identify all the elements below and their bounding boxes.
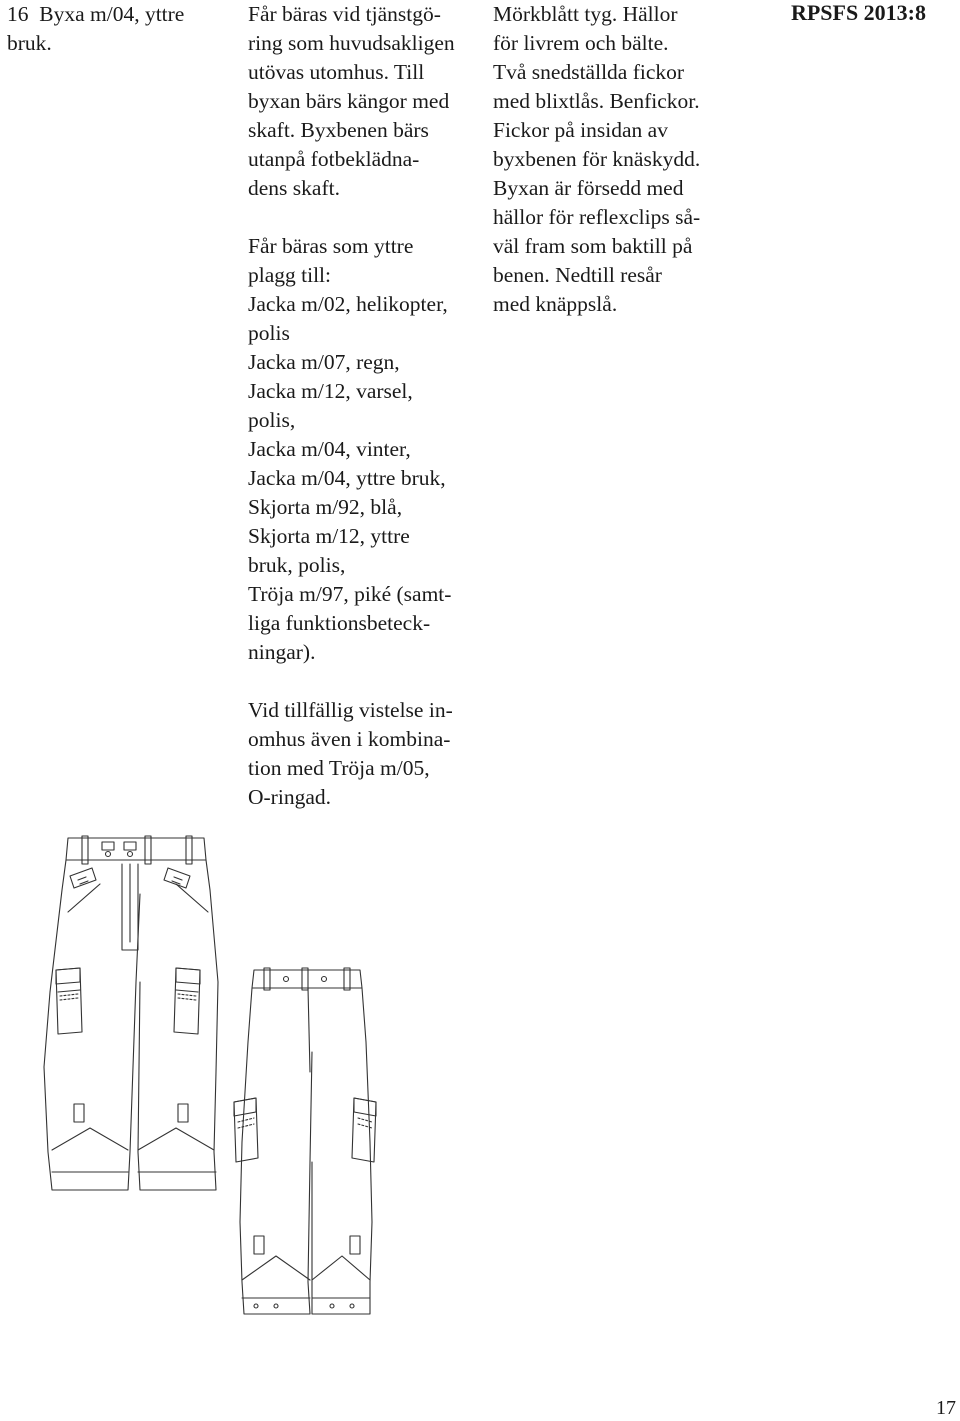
description-line: hällor för reflexclips så- — [493, 205, 701, 229]
usage-line: dens skaft. — [248, 176, 340, 200]
usage-line: tion med Tröja m/05, — [248, 756, 430, 780]
description-line: för livrem och bälte. — [493, 31, 669, 55]
usage-line: Jacka m/07, regn, — [248, 350, 400, 374]
description-line: väl fram som baktill på — [493, 234, 693, 258]
description-line: Två snedställda fickor — [493, 60, 685, 84]
usage-line: Tröja m/97, piké (samt- — [248, 582, 452, 606]
description-line: Mörkblått tyg. Hällor — [493, 2, 678, 26]
usage-line: Jacka m/02, helikopter, — [248, 292, 448, 316]
item-number: 16 — [7, 2, 29, 26]
usage-line: Får bäras vid tjänstgö- — [248, 2, 441, 26]
usage-line: Skjorta m/12, yttre — [248, 524, 410, 548]
usage-line: omhus även i kombina- — [248, 727, 451, 751]
usage-line: plagg till: — [248, 263, 332, 287]
usage-line: skaft. Byxbenen bärs — [248, 118, 429, 142]
usage-line: utövas utomhus. Till — [248, 60, 425, 84]
usage-line: O-ringad. — [248, 785, 331, 809]
usage-column — [248, 0, 488, 812]
usage-line: ring som huvudsakligen — [248, 31, 455, 55]
usage-line: Jacka m/12, varsel, — [248, 379, 413, 403]
item-name: Byxa m/04, yttre — [39, 2, 185, 26]
usage-line: Skjorta m/92, blå, — [248, 495, 403, 519]
usage-line: Jacka m/04, vinter, — [248, 437, 411, 461]
header-code: RPSFS 2013:8 — [790, 0, 926, 25]
usage-line: liga funktionsbeteck- — [248, 611, 431, 635]
usage-line: ningar). — [248, 640, 316, 664]
usage-line: Vid tillfällig vistelse in- — [248, 698, 453, 722]
usage-line: bruk, polis, — [248, 553, 346, 577]
description-line: med blixtlås. Benfickor. — [493, 89, 700, 113]
item-name-cont: bruk. — [7, 31, 52, 55]
description-column — [493, 0, 743, 319]
trousers-front-icon — [40, 832, 240, 1202]
trousers-back-icon — [220, 962, 380, 1322]
usage-line: utanpå fotbeklädna- — [248, 147, 420, 171]
usage-line: polis, — [248, 408, 296, 432]
description-line: benen. Nedtill resår — [493, 263, 662, 287]
usage-line: byxan bärs kängor med — [248, 89, 450, 113]
page-number: 17 — [936, 1397, 956, 1419]
usage-line: Jacka m/04, yttre bruk, — [248, 466, 446, 490]
description-line: med knäppslå. — [493, 292, 618, 316]
item-heading — [7, 0, 217, 29]
item-column — [7, 0, 217, 58]
description-line: byxbenen för knäskydd. — [493, 147, 701, 171]
description-line: Fickor på insidan av — [493, 118, 668, 142]
usage-line: polis — [248, 321, 290, 345]
usage-line: Får bäras som yttre — [248, 234, 414, 258]
description-line: Byxan är försedd med — [493, 176, 684, 200]
